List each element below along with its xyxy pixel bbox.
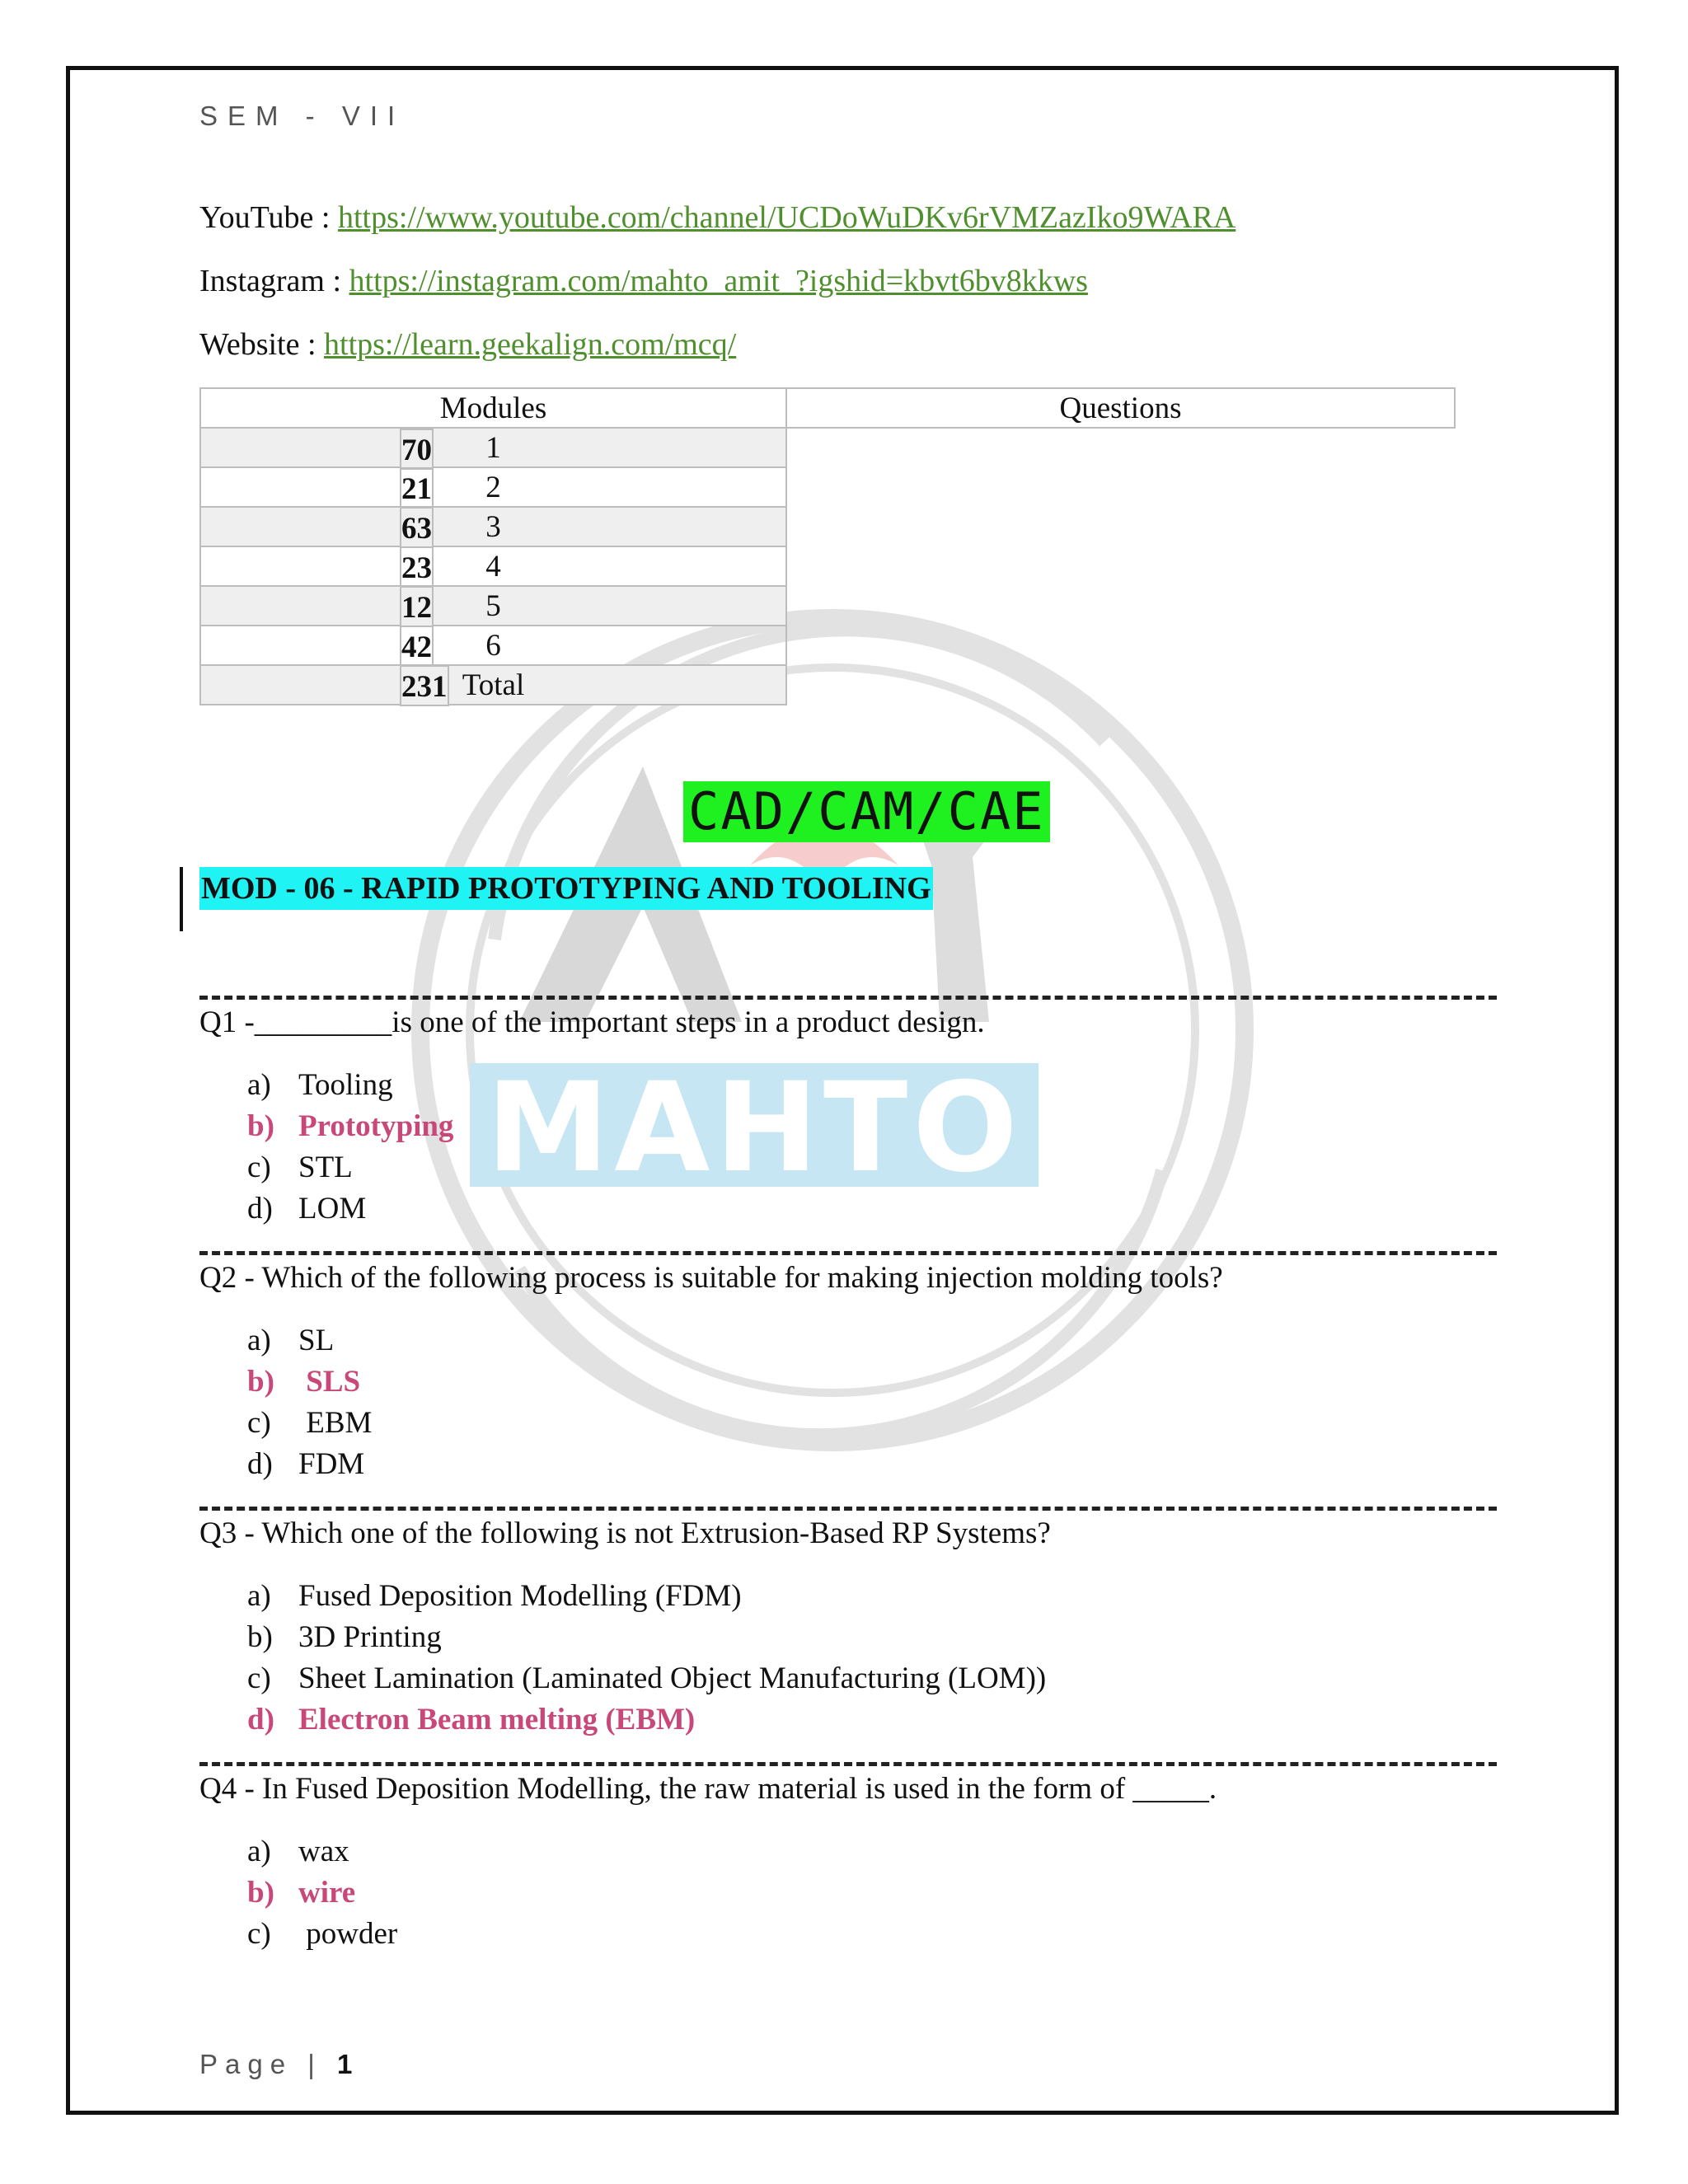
option-c: [247, 1403, 372, 1444]
table-row-total: [200, 665, 1455, 705]
option-letter: d): [247, 1703, 274, 1736]
table-cell: 70: [400, 429, 434, 470]
website-link-row: [199, 323, 1236, 387]
separator: [199, 1762, 1497, 1766]
option-letter: a): [247, 1579, 271, 1613]
table-row: [200, 507, 1455, 546]
option-letter: b): [247, 1876, 274, 1910]
column-header: Questions: [786, 388, 1455, 428]
option-b-answer: [247, 1106, 453, 1147]
instagram-link[interactable]: https://instagram.com/mahto_amit_?igshid=kbvt6bv8kkws: [349, 264, 1088, 298]
website-label: Website :: [199, 327, 325, 362]
separator: [199, 1507, 1497, 1511]
option-text: EBM: [298, 1406, 373, 1440]
option-d-answer: [247, 1699, 1046, 1741]
youtube-label: YouTube :: [199, 200, 338, 235]
table-cell: 231: [400, 665, 449, 706]
question-3-text: Q3 - Which one of the following is not Extrusion-Based RP Systems?: [199, 1516, 1051, 1550]
option-a: [247, 1320, 372, 1361]
option-text: SL: [298, 1324, 335, 1357]
page-number: 1: [337, 2049, 353, 2079]
option-letter: a): [247, 1324, 271, 1357]
option-text: FDM: [298, 1447, 365, 1481]
option-letter: b): [247, 1109, 274, 1143]
page-footer: Page | 1: [199, 2049, 353, 2079]
option-a: [247, 1576, 1046, 1617]
text-cursor: [180, 867, 183, 931]
option-c: [247, 1914, 397, 1955]
option-letter: b): [247, 1365, 274, 1399]
question-3-options: [247, 1576, 1046, 1741]
option-b-answer: [247, 1361, 372, 1403]
question-2-text: Q2 - Which of the following process is suitable for making injection molding tools?: [199, 1261, 1223, 1295]
option-text: STL: [298, 1151, 353, 1184]
option-text: Electron Beam melting (EBM): [298, 1703, 696, 1736]
question-4-text: Q4 - In Fused Deposition Modelling, the raw material is used in the form of _____.: [199, 1772, 1217, 1806]
table-cell: 21: [400, 467, 434, 509]
option-a: [247, 1065, 453, 1106]
option-d: [247, 1444, 372, 1485]
table-cell: 5: [200, 586, 786, 626]
table-row: [200, 546, 1455, 586]
option-letter: c): [247, 1406, 271, 1440]
table-row: [200, 428, 1455, 467]
table-cell: Total: [200, 665, 786, 705]
option-letter: d): [247, 1192, 273, 1226]
option-c: [247, 1147, 453, 1188]
question-4-options: [247, 1831, 397, 1955]
option-a: [247, 1831, 397, 1872]
table-row: [200, 626, 1455, 665]
page-label: Page: [199, 2049, 293, 2079]
option-text: Sheet Lamination (Laminated Object Manufacturing (LOM)): [298, 1661, 1047, 1695]
column-header: Modules: [200, 388, 786, 428]
option-text: 3D Printing: [298, 1620, 442, 1654]
subject-title: CAD/CAM/CAE: [683, 781, 1050, 842]
instagram-link-row: [199, 260, 1236, 323]
question-1-options: [247, 1065, 453, 1230]
youtube-link-row: [199, 196, 1236, 260]
question-2-options: [247, 1320, 372, 1485]
table-cell: 2: [200, 467, 786, 507]
page-header: SEM - VII: [199, 101, 406, 131]
option-letter: c): [247, 1661, 271, 1695]
option-letter: a): [247, 1068, 271, 1102]
option-letter: b): [247, 1620, 273, 1654]
website-link[interactable]: https://learn.geekalign.com/mcq/: [324, 327, 737, 362]
table-cell: 6: [200, 626, 786, 665]
separator: [199, 996, 1497, 1000]
option-text: wire: [298, 1876, 356, 1910]
option-letter: c): [247, 1917, 271, 1951]
table-cell: 42: [400, 626, 434, 667]
watermark-text: MAHTO: [486, 1057, 1023, 1200]
youtube-link[interactable]: https://www.youtube.com/channel/UCDoWuDKv6rVMZazIko9WARA: [337, 200, 1236, 235]
option-letter: a): [247, 1835, 271, 1868]
option-b: [247, 1617, 1046, 1658]
option-c: [247, 1658, 1046, 1699]
table-cell: 12: [400, 586, 434, 627]
option-d: [247, 1188, 453, 1230]
table-cell: 4: [200, 546, 786, 586]
option-text: Fused Deposition Modelling (FDM): [298, 1579, 742, 1613]
option-letter: d): [247, 1447, 273, 1481]
table-cell: 1: [200, 428, 786, 467]
option-text: wax: [298, 1835, 349, 1868]
table-row: [200, 586, 1455, 626]
option-text: SLS: [298, 1365, 361, 1399]
table-cell: 63: [400, 507, 434, 548]
social-links: [199, 196, 1236, 387]
option-text: Prototyping: [298, 1109, 454, 1143]
table-row: [200, 467, 1455, 507]
option-b-answer: [247, 1872, 397, 1914]
option-text: LOM: [298, 1192, 367, 1226]
table-cell: 3: [200, 507, 786, 546]
instagram-label: Instagram :: [199, 264, 349, 298]
table-cell: 23: [400, 546, 434, 588]
module-title: MOD - 06 - RAPID PROTOTYPING AND TOOLING: [199, 867, 933, 910]
option-letter: c): [247, 1151, 271, 1184]
option-text: Tooling: [298, 1068, 393, 1102]
question-1-text: Q1 -_________is one of the important steps in a product design.: [199, 1005, 985, 1039]
modules-table: [199, 387, 1456, 705]
option-text: powder: [298, 1917, 398, 1951]
separator: [199, 1251, 1497, 1255]
table-header-row: [200, 388, 1455, 428]
